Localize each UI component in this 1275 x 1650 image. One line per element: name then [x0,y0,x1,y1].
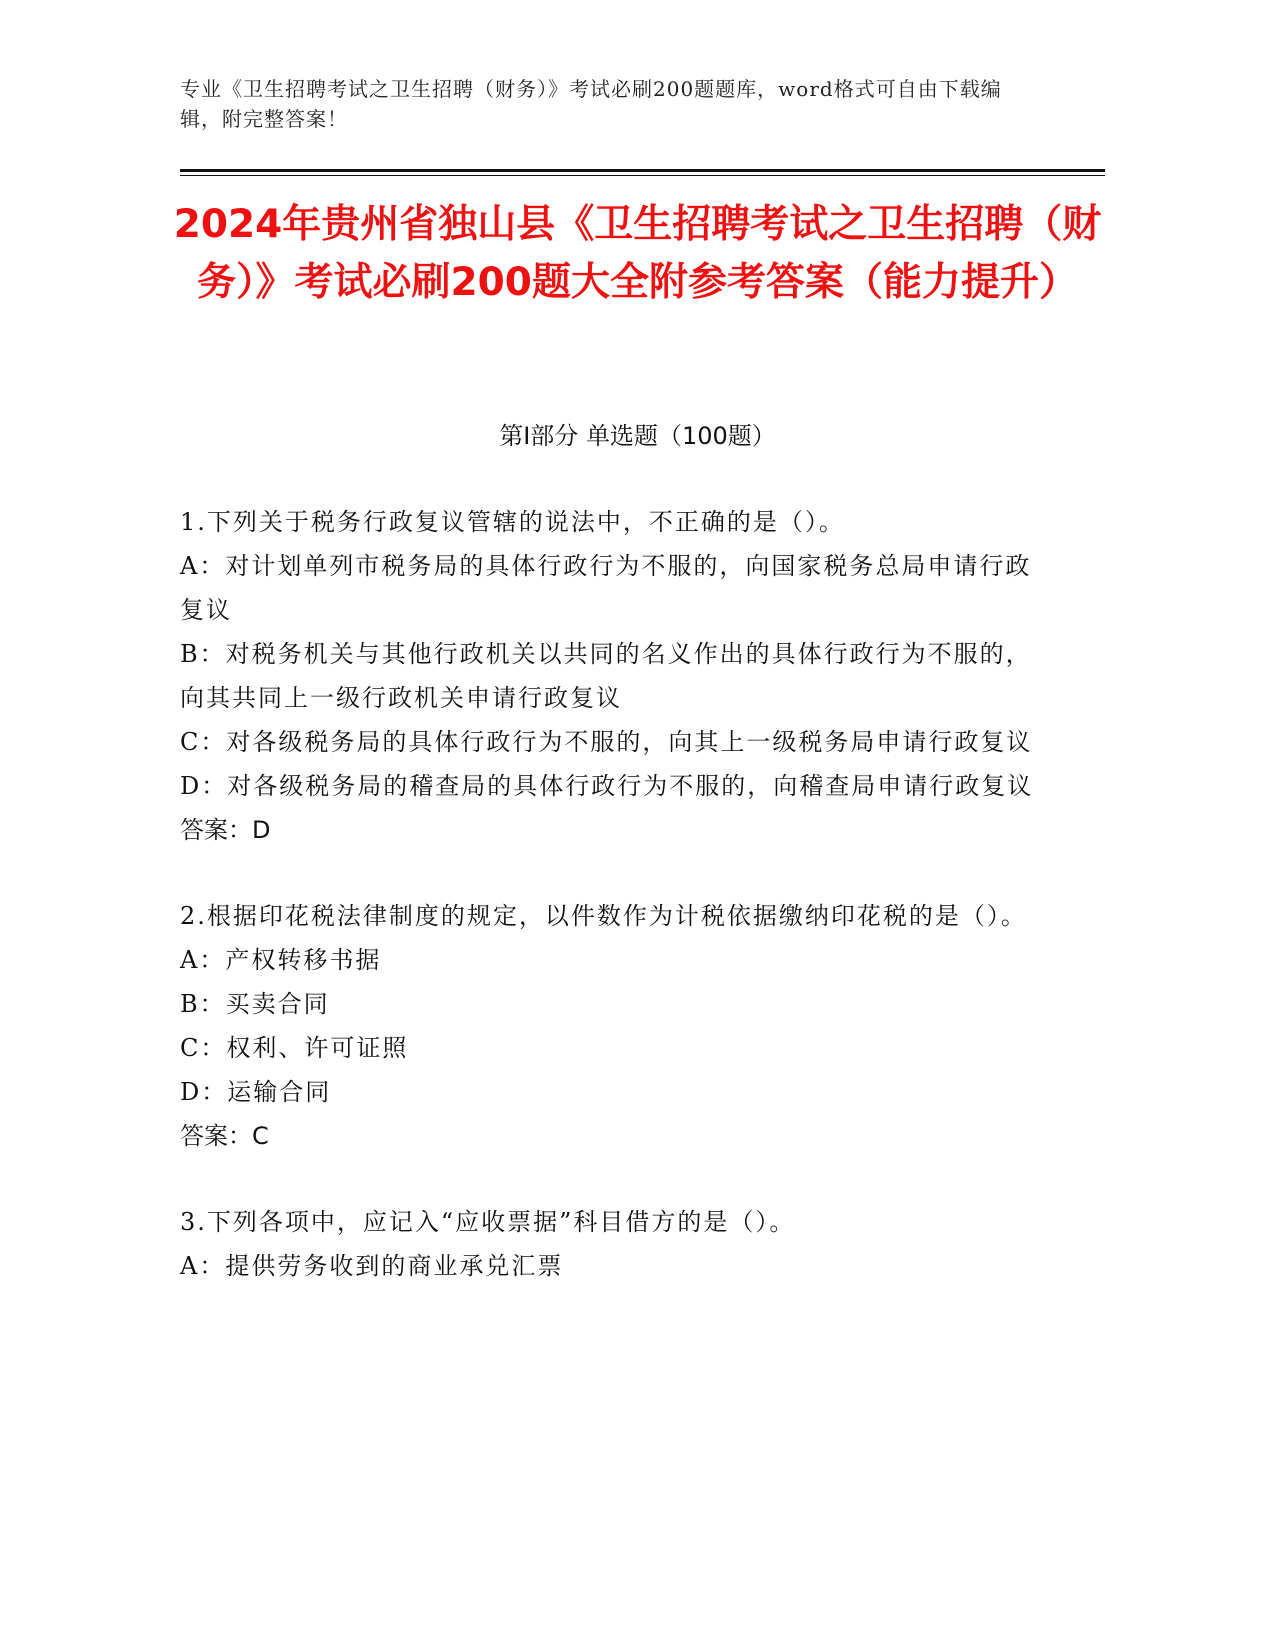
question-1 [180,500,1045,852]
question-stem: 2.根据印花税法律制度的规定，以件数作为计税依据缴纳印花税的是（）。 [180,902,1027,930]
header-divider-thick [180,169,1105,172]
option-a: A：对计划单列市税务局的具体行政行为不服的，向国家税务总局申请行政复议 [180,552,1032,624]
question-stem: 1.下列关于税务行政复议管辖的说法中，不正确的是（）。 [180,508,845,536]
section-title: 第I部分 单选题（100题） [499,422,776,450]
header-divider-thin [180,175,1105,176]
option-b: B：对税务机关与其他行政机关以共同的名义作出的具体行政行为不服的，向其共同上一级行政机关申请行政复议 [180,640,1032,712]
answer-line: 答案：C [180,1122,269,1150]
option-a: A：产权转移书据 [180,946,382,974]
option-d: D：对各级税务局的稽查局的具体行政行为不服的，向稽查局申请行政复议 [180,772,1034,800]
question-3 [180,1200,1045,1288]
document-title: 2024年贵州省独山县《卫生招聘考试之卫生招聘（财务）》考试必刷200题大全附参考答案（能力提升） [173,202,1102,305]
option-c: C：对各级税务局的具体行政行为不服的，向其上一级税务局申请行政复议 [180,728,1033,756]
question-stem: 3.下列各项中，应记入“应收票据”科目借方的是（）。 [180,1208,796,1236]
question-2 [180,894,1045,1158]
option-d: D：运输合同 [180,1078,332,1106]
header-note: 专业《卫生招聘考试之卫生招聘（财务）》考试必刷200题题库，word格式可自由下载编辑，附完整答案！ [180,77,1002,131]
option-c: C：权利、许可证照 [180,1034,409,1062]
option-b: B：买卖合同 [180,990,330,1018]
question-list [180,500,1045,1330]
answer-line: 答案：D [180,816,271,844]
option-a: A：提供劳务收到的商业承兑汇票 [180,1252,564,1280]
